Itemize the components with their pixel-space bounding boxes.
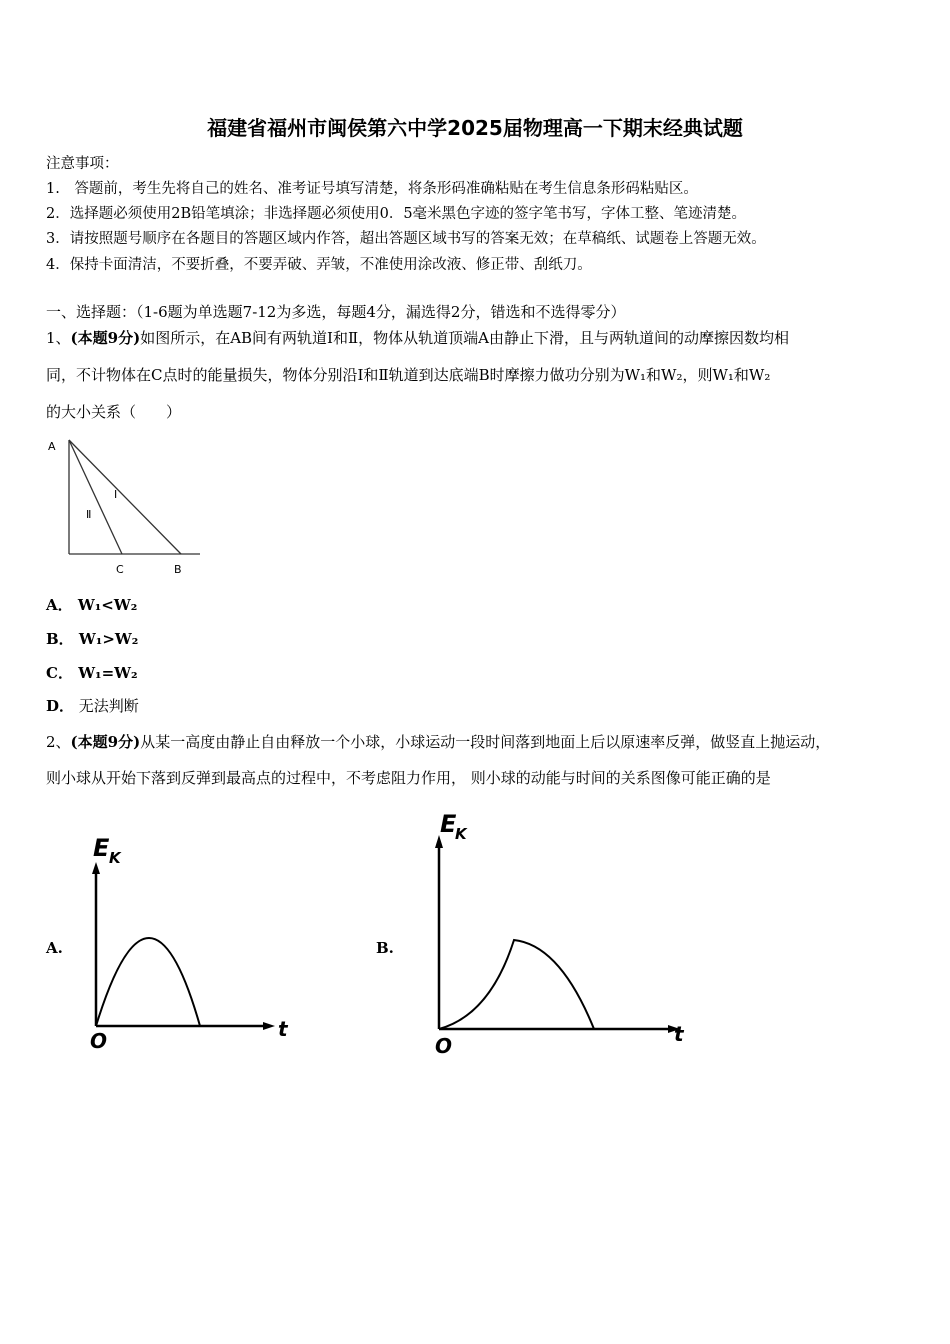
option-a[interactable]: A． W₁<W₂ [46, 596, 138, 614]
note-item: 3．请按照题号顺序在各题目的答题区域内作答，超出答题区域书写的答案无效；在草稿纸、试题卷上答题无效。 [46, 231, 766, 247]
graph-a-letter[interactable]: A. [46, 939, 63, 957]
x-axis-label: t [278, 1017, 288, 1041]
question-2-line-2: 则小球从开始下落到反弹到最高点的过程中，不考虑阻力作用， 则小球的动能与时间的关系图像可能正确的是 [46, 769, 771, 787]
y-axis-subscript: K [109, 849, 121, 867]
section-heading: 一、选择题：（1-6题为单选题7-12为多选，每题4分，漏选得2分，错选和不选得零分） [46, 303, 626, 321]
origin-label: O [90, 1029, 108, 1053]
label-b: B [174, 563, 182, 576]
graph-a [80, 830, 300, 1055]
question-1-line-3: 的大小关系（ ） [46, 403, 182, 421]
y-axis-label: E [93, 834, 110, 862]
notes-heading: 注意事项： [46, 156, 119, 172]
graph-b-letter[interactable]: B. [376, 939, 394, 957]
option-d[interactable]: D． 无法判断 [46, 697, 139, 715]
x-axis-label: t [674, 1022, 684, 1046]
label-c: C [116, 563, 124, 576]
note-item: 1. 答题前，考生先将自己的姓名、准考证号填写清楚，将条形码准确粘贴在考生信息条形码粘贴区。 [46, 181, 698, 197]
y-axis-label: E [440, 810, 457, 838]
origin-label: O [435, 1034, 453, 1058]
option-c[interactable]: C． W₁=W₂ [46, 664, 138, 682]
label-a: A [48, 440, 56, 453]
page-title: 福建省福州市闽侯第六中学2025届物理高一下期末经典试题 [207, 116, 743, 140]
question-1-line-1: 1、(本题9分)如图所示，在AB间有两轨道Ⅰ和Ⅱ，物体从轨道顶端A由静止下滑，且与两轨道间的动摩擦因数均相 [46, 329, 790, 347]
question-2-line-1: 2、(本题9分)从某一高度由静止自由释放一个小球，小球运动一段时间落到地面上后以原速率反弹，做竖直上抛运动， [46, 733, 831, 751]
label-track-1: Ⅰ [114, 488, 118, 501]
question-1-line-2: 同，不计物体在C点时的能量损失，物体分别沿Ⅰ和Ⅱ轨道到达底端B时摩擦力做功分别为W₁和W₂，则W₁和W₂ [46, 366, 771, 384]
incline-diagram [40, 432, 210, 580]
y-axis-subscript: K [455, 825, 467, 843]
graph-b [420, 805, 700, 1060]
label-track-2: Ⅱ [86, 508, 92, 521]
option-b[interactable]: B． W₁>W₂ [46, 630, 139, 648]
note-item: 2．选择题必须使用2B铅笔填涂；非选择题必须使用0．5毫米黑色字迹的签字笔书写，字体工整、笔迹清楚。 [46, 206, 747, 222]
note-item: 4．保持卡面清洁，不要折叠，不要弄破、弄皱，不准使用涂改液、修正带、刮纸刀。 [46, 257, 592, 273]
